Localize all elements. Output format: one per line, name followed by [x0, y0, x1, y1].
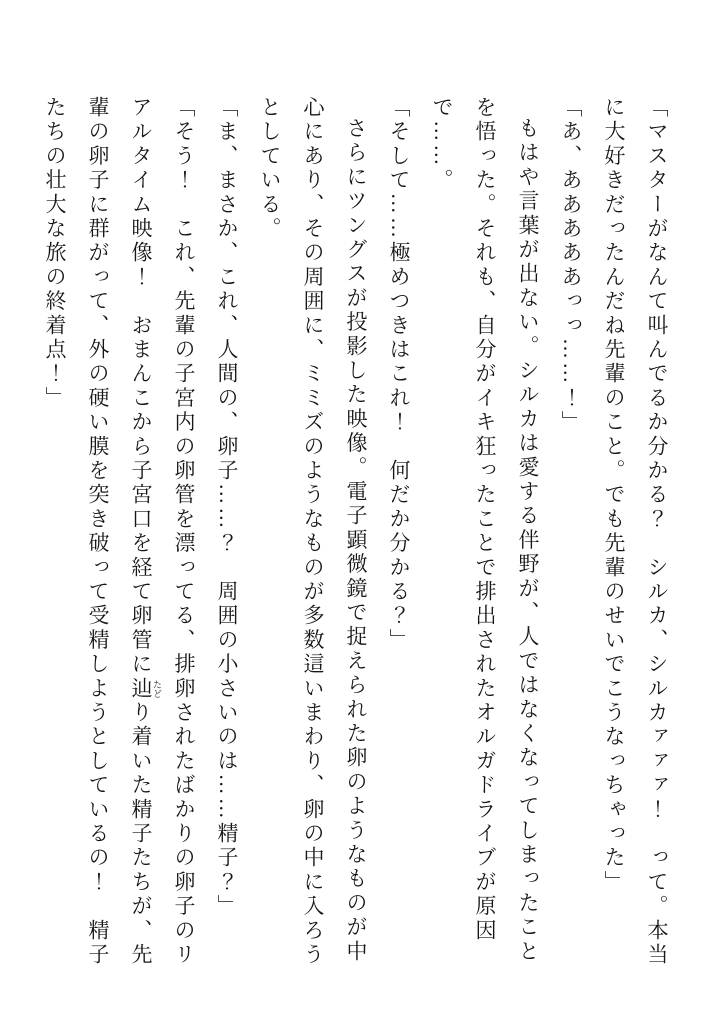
- ruby-furigana: たど: [152, 676, 162, 701]
- paragraph-dialogue-1: 「マスターがなんて叫んでるか分かる？ シルカ、シルカァァァ！ って。本当に大好きだったんだね先輩のこと。でも先輩のせいでこうなっちゃった」: [602, 96, 669, 968]
- paragraph-dialogue-3: 「そして……極めつきはこれ！ 何だか分かる？」: [387, 96, 411, 653]
- paragraph-dialogue-5-segment-b: り着いた精子たちが、先輩の卵子に群がって、外の硬い膜を突き破って受精しようとしているの！ 精子たちの壮大な旅の終着点！」: [43, 96, 153, 968]
- ruby-base: 辿: [129, 676, 153, 702]
- paragraph-dialogue-4: 「ま、まさか、これ、人間の、卵子……？ 周囲の小さいのは……精子？」: [215, 96, 239, 919]
- paragraph-narration-2: さらにツングスが投影した映像。電子顕微鏡で捉えられた卵のようなものが中心にあり、その周囲に、ミミズのようなものが多数這いまわり、卵の中に入ろうとしている。: [258, 96, 368, 968]
- vertical-text-block: [33, 96, 678, 968]
- paragraph-dialogue-2: 「あ、あああああっっ……！」: [559, 96, 583, 435]
- paragraph-dialogue-5-segment-a: 「そう！ これ、先輩の子宮内の卵管を漂ってる、排卵されたばかりの卵子のリアルタイム映像！ おまんこから子宮口を経て卵管に: [129, 96, 196, 968]
- paragraph-narration-1: もはや言葉が出ない。シルカは愛する伴野が、人ではなくなってしまったことを悟った。それも、自分がイキ狂ったことで排出されたオルガドライブが原因で……。: [430, 96, 540, 964]
- ruby-annotation-tadori: [129, 676, 162, 702]
- paragraph-dialogue-5: [33, 96, 205, 968]
